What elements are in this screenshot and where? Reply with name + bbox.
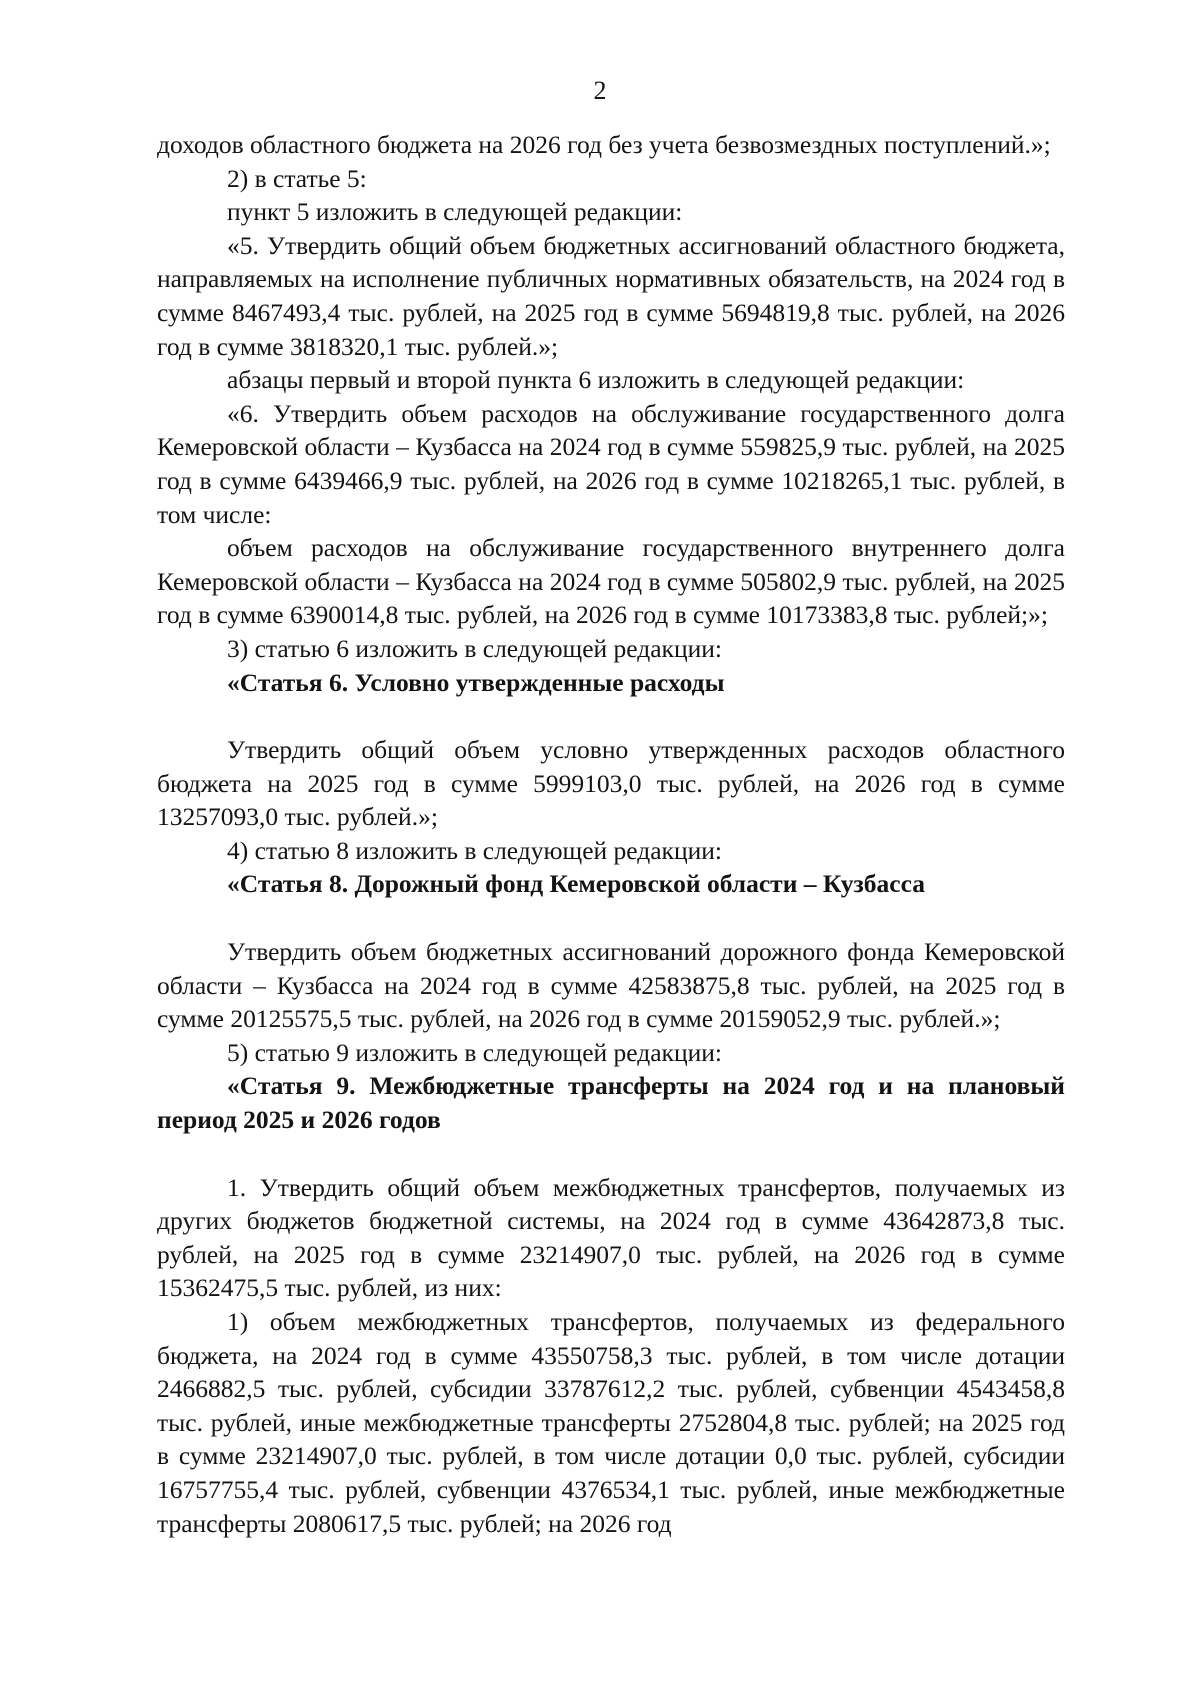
article-heading: «Статья 8. Дорожный фонд Кемеровской области – Кузбасса [227,869,925,899]
paragraph: 2) в статье 5: [227,163,367,193]
paragraph: 1) объем межбюджетных трансфертов, получаемых из федерального бюджета, на 2024 год в сумме 43550758,3 тыс. рублей, в том числе дотации 2466882,5 тыс. рублей, субсидии 33787612,2 тыс. рублей, субвенции 4543458,8 тыс. рублей, иные межбюджетные трансферты 2752804,8 тыс. рублей; на 2025 год в сумме 23214907,0 тыс. рублей, в том числе дотации 0,0 тыс. рублей, субсидии 16757755,4 тыс. рублей, субвенции 4376534,1 тыс. рублей, иные межбюджетные трансферты 2080617,5 тыс. рублей; на 2026 год [157,1307,1065,1538]
page-number: 2 [593,76,607,105]
document-body [157,128,1065,1540]
paragraph: Утвердить общий объем условно утвержденных расходов областного бюджета на 2025 год в сумме 5999103,0 тыс. рублей, на 2026 год в сумме 13257093,0 тыс. рублей.»; [157,735,1065,832]
paragraph-spacer [157,1137,1065,1171]
paragraph: Утвердить объем бюджетных ассигнований дорожного фонда Кемеровской области – Кузбасса на 2024 год в сумме 42583875,8 тыс. рублей, на 2025 год в сумме 20125575,5 тыс. рублей, на 2026 год в сумме 20159052,9 тыс. рублей.»; [157,937,1065,1034]
paragraph: доходов областного бюджета на 2026 год без учета безвозмездных поступлений.»; [157,130,1051,159]
paragraph: пункт 5 изложить в следующей редакции: [227,197,683,227]
paragraph: абзацы первый и второй пункта 6 изложить в следующей редакции: [227,365,965,395]
paragraph: 4) статью 8 изложить в следующей редакции: [227,835,722,865]
paragraph: 1. Утвердить общий объем межбюджетных трансфертов, получаемых из других бюджетов бюджетной системы, на 2024 год в сумме 43642873,8 тыс. рублей, на 2025 год в сумме 23214907,0 тыс. рублей, на 2026 год в сумме 15362475,5 тыс. рублей, из них: [157,1172,1065,1303]
paragraph: 3) статью 6 изложить в следующей редакции: [227,633,722,663]
article-heading: «Статья 9. Межбюджетные трансферты на 2024 год и на плановый период 2025 и 2026 годов [157,1071,1065,1135]
paragraph-spacer [157,699,1065,733]
article-heading: «Статья 6. Условно утвержденные расходы [227,667,725,697]
paragraph: «5. Утвердить общий объем бюджетных ассигнований областного бюджета, направляемых на исполнение публичных нормативных обязательств, на 2024 год в сумме 8467493,4 тыс. рублей, на 2025 год в сумме 5694819,8 тыс. рублей, на 2026 год в сумме 3818320,1 тыс. рублей.»; [157,230,1065,361]
paragraph: «6. Утвердить объем расходов на обслуживание государственного долга Кемеровской области – Кузбасса на 2024 год в сумме 559825,9 тыс. рублей, на 2025 год в сумме 6439466,9 тыс. рублей, на 2026 год в сумме 10218265,1 тыс. рублей, в том числе: [157,398,1065,529]
paragraph-spacer [157,901,1065,935]
paragraph: 5) статью 9 изложить в следующей редакции: [227,1037,722,1067]
paragraph: объем расходов на обслуживание государственного внутреннего долга Кемеровской области – Кузбасса на 2024 год в сумме 505802,9 тыс. рублей, на 2025 год в сумме 6390014,8 тыс. рублей, на 2026 год в сумме 10173383,8 тыс. рублей;»; [157,533,1065,630]
